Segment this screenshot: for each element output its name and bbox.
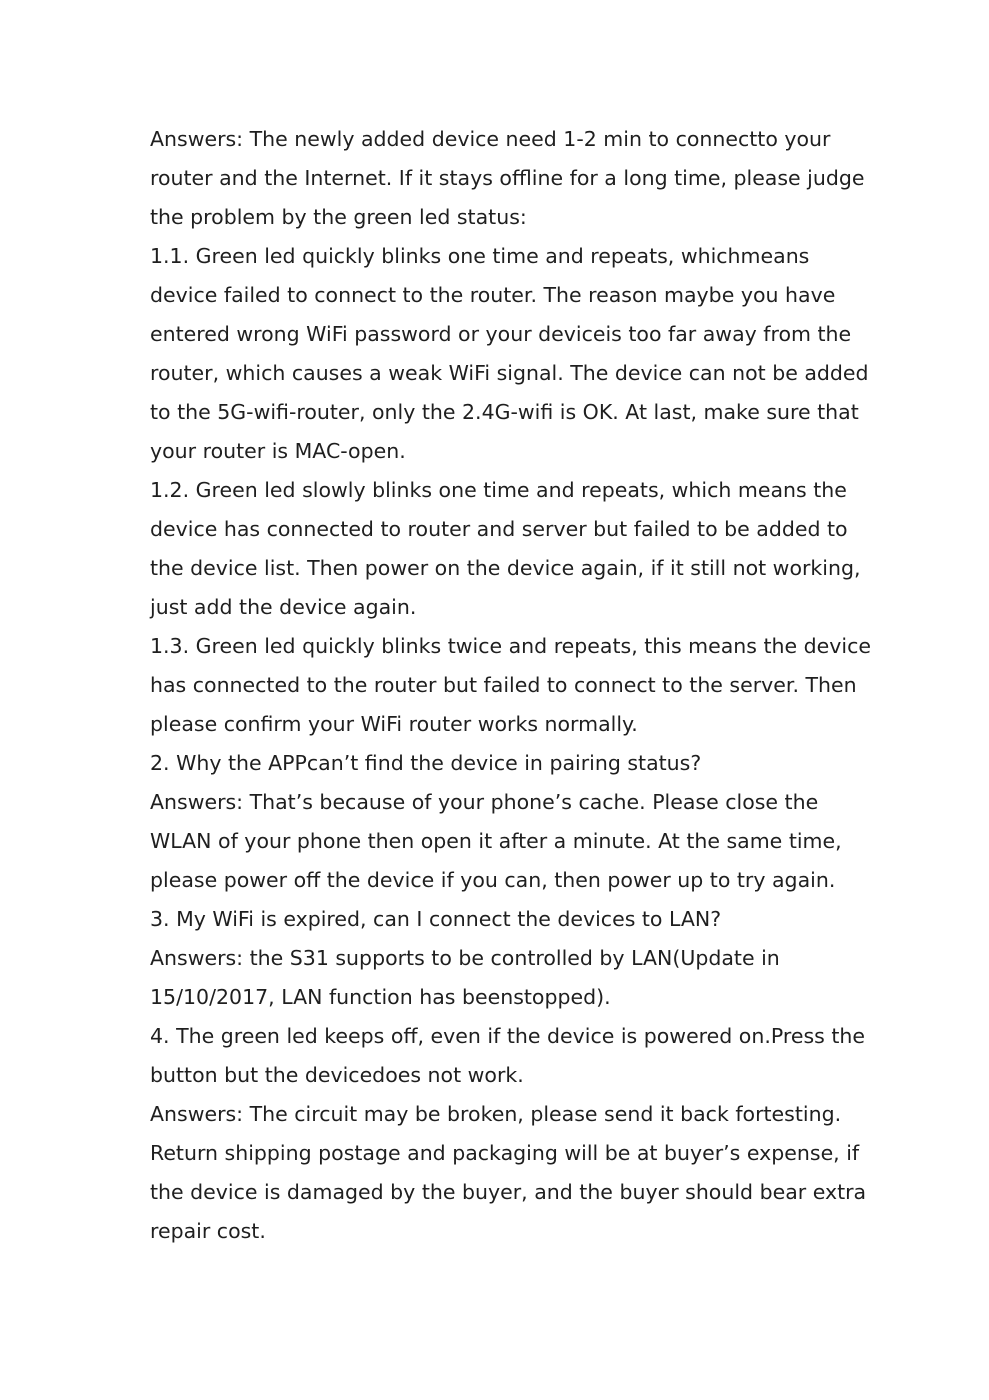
text-line: repair cost. — [150, 1219, 266, 1243]
text-line: please confirm your WiFi router works normally. — [150, 712, 638, 736]
text-line: 4. The green led keeps off, even if the device is powered on.Press the — [150, 1024, 865, 1048]
text-line: Answers: That’s because of your phone’s cache. Please close the — [150, 790, 819, 814]
text-line: WLAN of your phone then open it after a minute. At the same time, — [150, 829, 842, 853]
text-line: just add the device again. — [150, 595, 417, 619]
text-line: 3. My WiFi is expired, can I connect the devices to LAN? — [150, 907, 722, 931]
text-line: router, which causes a weak WiFi signal. The device can not be added — [150, 361, 869, 385]
text-line: Return shipping postage and packaging will be at buyer’s expense, if — [150, 1141, 860, 1165]
text-line: Answers: The newly added device need 1-2 min to connectto your — [150, 127, 831, 151]
text-line: 1.3. Green led quickly blinks twice and repeats, this means the device — [150, 634, 871, 658]
document-text — [150, 120, 871, 1251]
text-line: to the 5G-wifi-router, only the 2.4G-wifi is OK. At last, make sure that — [150, 400, 859, 424]
text-line: your router is MAC-open. — [150, 439, 406, 463]
text-line: the device is damaged by the buyer, and the buyer should bear extra — [150, 1180, 867, 1204]
text-line: Answers: The circuit may be broken, please send it back fortesting. — [150, 1102, 842, 1126]
text-line: the device list. Then power on the device again, if it still not working, — [150, 556, 861, 580]
text-line: has connected to the router but failed to connect to the server. Then — [150, 673, 857, 697]
text-line: Answers: the S31 supports to be controlled by LAN(Update in — [150, 946, 780, 970]
text-line: entered wrong WiFi password or your deviceis too far away from the — [150, 322, 852, 346]
text-line: device failed to connect to the router. The reason maybe you have — [150, 283, 836, 307]
text-line: please power off the device if you can, then power up to try again. — [150, 868, 836, 892]
text-line: router and the Internet. If it stays offline for a long time, please judge — [150, 166, 865, 190]
text-line: 2. Why the APPcan’t find the device in pairing status? — [150, 751, 702, 775]
text-line: button but the devicedoes not work. — [150, 1063, 524, 1087]
text-line: 15/10/2017, LAN function has beenstopped). — [150, 985, 611, 1009]
text-line: device has connected to router and server but failed to be added to — [150, 517, 848, 541]
text-line: 1.1. Green led quickly blinks one time and repeats, whichmeans — [150, 244, 810, 268]
text-line: the problem by the green led status: — [150, 205, 527, 229]
text-line: 1.2. Green led slowly blinks one time and repeats, which means the — [150, 478, 847, 502]
